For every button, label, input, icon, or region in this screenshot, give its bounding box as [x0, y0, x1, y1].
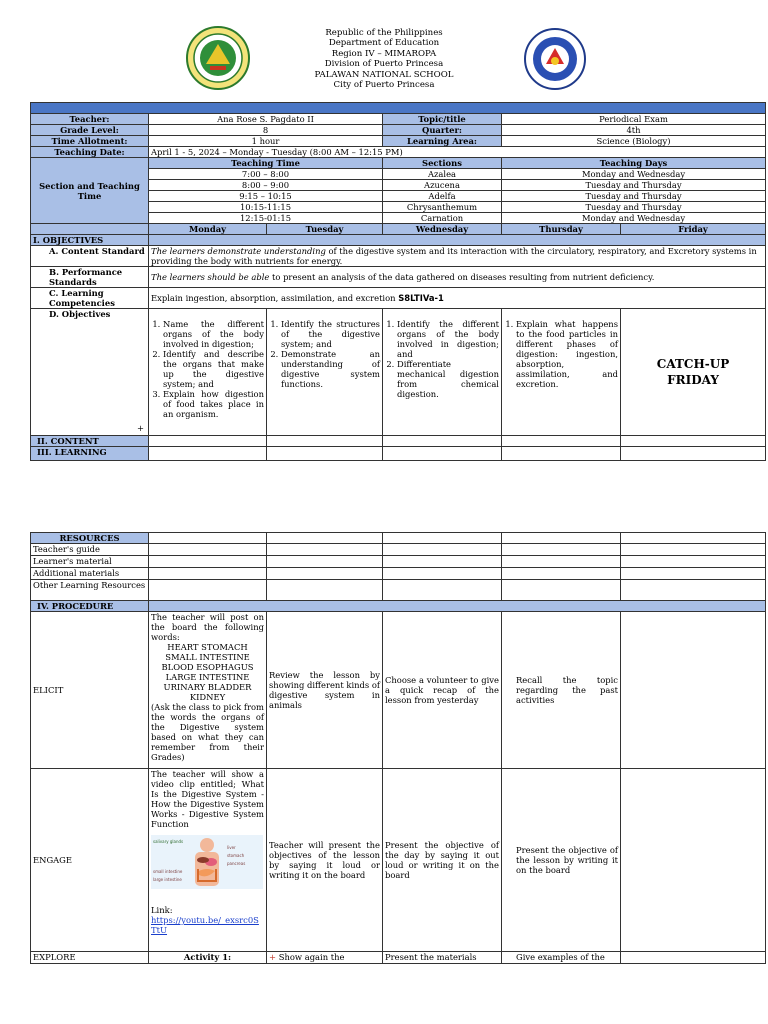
- objective-item: 2. Identify and describe the organs that make up the digestive system; and: [163, 349, 264, 389]
- empty-cell: [621, 568, 766, 580]
- empty-cell: [383, 544, 502, 556]
- objective-item: 2. Demonstrate an understanding of digestive system functions.: [281, 349, 380, 389]
- video-link[interactable]: https://youtu.be/_exsrc0STtU: [151, 915, 259, 935]
- empty-cell: [502, 556, 621, 568]
- section-days: Tuesday and Thursday: [502, 180, 766, 191]
- objective-item: 1. Explain what happens to the food particles in different phases of digestion: ingestion, absorption, assimilation, and excretion.: [516, 319, 618, 389]
- empty-cell: [383, 580, 502, 601]
- objectives-label: D. Objectives: [31, 309, 149, 436]
- elicit-thursday: Recall the topic regarding the past activities: [502, 612, 621, 769]
- content-standard-text: [149, 246, 766, 267]
- header-line: Division of Puerto Princesa: [324, 59, 444, 70]
- empty-cell: [383, 533, 502, 544]
- explore-tuesday-text: Show again the: [278, 952, 345, 962]
- empty-cell: [267, 436, 383, 447]
- resource-row-label: Teacher's guide: [31, 544, 149, 556]
- blank-cell: [31, 224, 149, 235]
- section-time: 10:15-11:15: [149, 202, 383, 213]
- explore-monday: Activity 1:: [149, 952, 267, 964]
- empty-cell: [149, 580, 267, 601]
- section-name: Azucena: [383, 180, 502, 191]
- elicit-monday: [149, 612, 267, 769]
- objective-item: 2. Differentiate mechanical digestion from chemical digestion.: [397, 359, 499, 399]
- empty-cell: [267, 533, 383, 544]
- image-label: pancreas: [227, 861, 246, 866]
- sections-header: Sections: [383, 158, 502, 169]
- day-header-friday: Friday: [621, 224, 766, 235]
- image-label: liver: [227, 845, 236, 850]
- empty-cell: [502, 580, 621, 601]
- header-line: Department of Education: [328, 38, 440, 49]
- empty-cell: [502, 568, 621, 580]
- content-standard-label: A. Content Standard: [31, 246, 149, 267]
- empty-cell: [267, 556, 383, 568]
- empty-cell: [383, 568, 502, 580]
- day-header-monday: Monday: [149, 224, 267, 235]
- engage-thursday: Present the objective of the lesson by writing it on the board: [502, 769, 621, 952]
- empty-cell: [621, 436, 766, 447]
- elicit-monday-note: (Ask the class to pick from the words the organs of the Digestive system based on what they can remember from their Grades): [151, 702, 264, 762]
- word-list-line: URINARY BLADDER: [163, 682, 252, 692]
- date-value: April 1 - 5, 2024 – Monday - Tuesday (8:00 AM – 12:15 PM): [149, 147, 766, 158]
- performance-standard-body: to present an analysis of the data gathered on diseases resulting from nutrient deficiency.: [269, 272, 655, 282]
- content-standard-body: of the digestive system and its interaction with the circulatory, respiratory, and Excretory systems in providing the body with nutrients for energy.: [151, 246, 757, 266]
- engage-monday: [149, 769, 267, 952]
- lesson-plan-table: [30, 102, 766, 461]
- empty-cell: [502, 544, 621, 556]
- section-time: 12:15-01:15: [149, 213, 383, 224]
- teaching-time-header: Teaching Time: [149, 158, 383, 169]
- engage-tuesday: Teacher will present the objectives of the lesson by saying it loud or writing it on the board: [267, 769, 383, 952]
- section-time: 9:15 – 10:15: [149, 191, 383, 202]
- empty-cell: [502, 533, 621, 544]
- empty-cell: [267, 568, 383, 580]
- empty-cell: [621, 447, 766, 461]
- empty-cell: [149, 544, 267, 556]
- engage-label: ENGAGE: [31, 769, 149, 952]
- elicit-wednesday: Choose a volunteer to give a quick recap of the lesson from yesterday: [383, 612, 502, 769]
- learning-competencies-label: C. Learning Competencies: [31, 288, 149, 309]
- resource-row-label: Learner's material: [31, 556, 149, 568]
- quarter-value: 4th: [502, 125, 766, 136]
- competency-code: S8LTIVa-1: [398, 293, 444, 303]
- image-label: salivary glands: [153, 839, 184, 844]
- empty-cell: [621, 580, 766, 601]
- content-standard-italic: The learners demonstrate understanding: [151, 246, 326, 256]
- section-days: Monday and Wednesday: [502, 169, 766, 180]
- word-list-line: BLOOD ESOPHAGUS: [161, 662, 254, 672]
- day-header-tuesday: Tuesday: [267, 224, 383, 235]
- performance-standard-italic: The learners should be able: [151, 272, 270, 282]
- resources-heading: RESOURCES: [31, 533, 149, 544]
- objective-item: 3. Explain how digestion of food takes place in an organism.: [163, 389, 264, 419]
- empty-cell: [149, 533, 267, 544]
- section-time: 8:00 – 9:00: [149, 180, 383, 191]
- learning-competencies-body: Explain ingestion, absorption, assimilation, and excretion: [151, 293, 399, 303]
- empty-cell: [267, 447, 383, 461]
- empty-cell: [383, 447, 502, 461]
- digestive-system-image: [151, 835, 263, 889]
- section-time: 7:00 – 8:00: [149, 169, 383, 180]
- section-days: Tuesday and Thursday: [502, 191, 766, 202]
- empty-cell: [149, 556, 267, 568]
- section-time-label: Section and Teaching Time: [31, 158, 149, 224]
- wednesday-objectives: [383, 309, 502, 436]
- empty-cell: [267, 580, 383, 601]
- word-list-line: LARGE INTESTINE: [165, 672, 250, 682]
- date-label: Teaching Date:: [31, 147, 149, 158]
- catch-up-friday-text: CATCH-UP FRIDAY: [656, 357, 730, 387]
- empty-cell: [267, 544, 383, 556]
- explore-wednesday: Present the materials: [383, 952, 502, 964]
- empty-cell: [149, 568, 267, 580]
- section-name: Adelfa: [383, 191, 502, 202]
- objective-item: 1. Identify the structures of the digestive system; and: [281, 319, 380, 349]
- header-band: [31, 103, 766, 114]
- learning-heading: III. LEARNING: [31, 447, 149, 461]
- word-list-line: KIDNEY: [189, 692, 226, 702]
- grade-value: 8: [149, 125, 383, 136]
- thursday-objectives: [502, 309, 621, 436]
- catch-up-friday: [621, 309, 766, 436]
- image-label: large intestine: [153, 877, 182, 882]
- time-label: Time Allotment:: [31, 136, 149, 147]
- explore-thursday: Give examples of the: [502, 952, 621, 964]
- empty-cell: [621, 769, 766, 952]
- image-label: stomach: [227, 853, 245, 858]
- word-list-line: SMALL INTESTINE: [165, 652, 250, 662]
- empty-cell: [502, 447, 621, 461]
- section-name: Carnation: [383, 213, 502, 224]
- plus-mark: +: [269, 952, 277, 962]
- objective-item: 1. Identify the different organs of the body involved in digestion; and: [397, 319, 499, 359]
- topic-value: Periodical Exam: [502, 114, 766, 125]
- tuesday-objectives: [267, 309, 383, 436]
- teacher-label: Teacher:: [31, 114, 149, 125]
- word-list-line: HEART STOMACH: [167, 642, 248, 652]
- monday-objectives: [137, 309, 267, 436]
- grade-label: Grade Level:: [31, 125, 149, 136]
- objective-item: 1. Name the different organs of the body involved in digestion;: [163, 319, 264, 349]
- procedure-heading: IV. PROCEDURE: [31, 601, 149, 612]
- objectives-heading-band: [149, 235, 766, 246]
- plus-mark: +: [137, 423, 145, 433]
- school-header: [0, 28, 768, 90]
- explore-tuesday: [267, 952, 383, 964]
- resource-row-label: Additional materials: [31, 568, 149, 580]
- empty-cell: [383, 556, 502, 568]
- section-days: Monday and Wednesday: [502, 213, 766, 224]
- header-line: City of Puerto Princesa: [333, 80, 435, 91]
- teacher-value: Ana Rose S. Pagdato II: [149, 114, 383, 125]
- procedure-heading-band: [149, 601, 766, 612]
- performance-standard-label: B. Performance Standards: [31, 267, 149, 288]
- time-value: 1 hour: [149, 136, 383, 147]
- teaching-days-header: Teaching Days: [502, 158, 766, 169]
- section-name: Chrysanthemum: [383, 202, 502, 213]
- engage-monday-text: The teacher will show a video clip entitled; What Is the Digestive System - How the Digestive System Works - Digestive System Function: [151, 769, 264, 829]
- day-header-wednesday: Wednesday: [383, 224, 502, 235]
- empty-cell: [621, 952, 766, 964]
- empty-cell: [149, 436, 267, 447]
- section-name: Azalea: [383, 169, 502, 180]
- empty-cell: [621, 612, 766, 769]
- topic-label: Topic/title: [383, 114, 502, 125]
- empty-cell: [149, 447, 267, 461]
- performance-standard-text: [149, 267, 766, 288]
- link-label: Link:: [151, 905, 173, 915]
- area-value: Science (Biology): [502, 136, 766, 147]
- header-line: Region IV – MIMAROPA: [331, 48, 437, 59]
- elicit-tuesday: Review the lesson by showing different kinds of digestive system in animals: [267, 612, 383, 769]
- header-line: PALAWAN NATIONAL SCHOOL: [314, 69, 454, 80]
- explore-label: EXPLORE: [31, 952, 149, 964]
- quarter-label: Quarter:: [383, 125, 502, 136]
- resource-row-label: Other Learning Resources: [31, 580, 149, 601]
- area-label: Learning Area:: [383, 136, 502, 147]
- content-heading: II. CONTENT: [31, 436, 149, 447]
- engage-wednesday: Present the objective of the day by saying it out loud or writing it on the board: [383, 769, 502, 952]
- objectives-heading: I. OBJECTIVES: [31, 235, 149, 246]
- elicit-monday-intro: The teacher will post on the board the following words:: [151, 612, 264, 642]
- empty-cell: [621, 544, 766, 556]
- procedure-table: [30, 532, 766, 964]
- section-days: Tuesday and Thursday: [502, 202, 766, 213]
- image-label: small intestine: [153, 869, 183, 874]
- learning-competencies-text: [149, 288, 766, 309]
- empty-cell: [621, 533, 766, 544]
- empty-cell: [383, 436, 502, 447]
- header-line: Republic of the Philippines: [325, 28, 443, 38]
- empty-cell: [621, 556, 766, 568]
- day-header-thursday: Thursday: [502, 224, 621, 235]
- elicit-label: ELICIT: [31, 612, 149, 769]
- empty-cell: [502, 436, 621, 447]
